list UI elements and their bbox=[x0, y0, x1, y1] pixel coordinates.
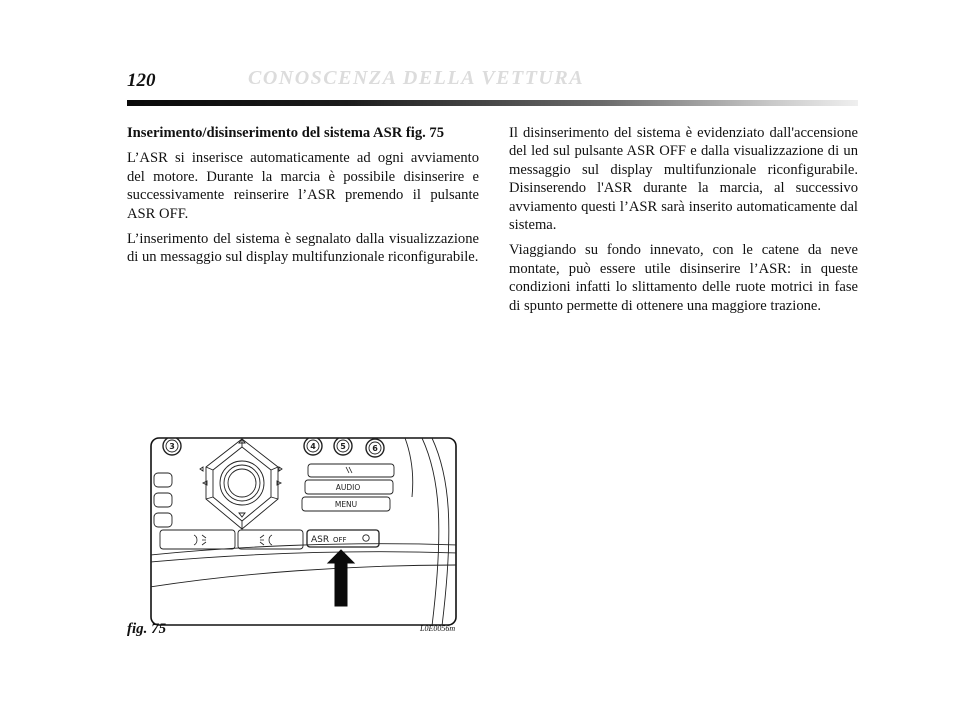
page-number: 120 bbox=[127, 70, 156, 91]
preset-6-label: 6 bbox=[372, 444, 378, 453]
audio-button-label: AUDIO bbox=[335, 483, 361, 492]
asr-label: ASR bbox=[311, 535, 330, 545]
paragraph: L’inserimento del sistema è segnalato dalla visualizzazione di un messaggio sul display multifunzionale riconfigurabile. bbox=[127, 231, 479, 266]
paragraph: L’ASR si inserisce automaticamente ad ogni avviamento del motore. Durante la marcia è possibile disinserire e successivamente reinserire l’ASR premendo il pulsante ASR OFF. bbox=[127, 150, 479, 222]
preset-3-label: 3 bbox=[169, 442, 175, 451]
figure-code: L0E0056m bbox=[420, 624, 456, 633]
preset-5-label: 5 bbox=[340, 442, 346, 451]
paragraph: Il disinserimento del sistema è evidenziato dall'accensione del led sul pulsante ASR OFF e dalla visualizzazione di un messaggio sul display multifunzionale riconfigurabile. Disinserendo l'ASR durante la marcia, al successivo avviamento questi l’ASR sarà inserito automaticamente dal sistema. bbox=[509, 125, 858, 234]
right-column bbox=[509, 124, 858, 322]
section-heading: Inserimento/disinserimento del sistema ASR fig. 75 bbox=[127, 125, 445, 141]
header-rule bbox=[127, 100, 858, 106]
figure-caption: fig. 75 bbox=[127, 621, 167, 637]
running-title: CONOSCENZA DELLA VETTURA bbox=[248, 67, 585, 89]
menu-button-label: MENU bbox=[334, 500, 358, 509]
asr-button-figure bbox=[150, 437, 457, 626]
preset-4-label: 4 bbox=[310, 442, 316, 451]
paragraph: Viaggiando su fondo innevato, con le catene da neve montate, può essere utile disinserire l’ASR: in queste condizioni infatti lo slittamento delle ruote motrici in fase di spunto permette di ottenere una maggiore trazione. bbox=[509, 242, 858, 314]
off-label: OFF bbox=[333, 536, 347, 544]
left-column bbox=[127, 124, 479, 274]
